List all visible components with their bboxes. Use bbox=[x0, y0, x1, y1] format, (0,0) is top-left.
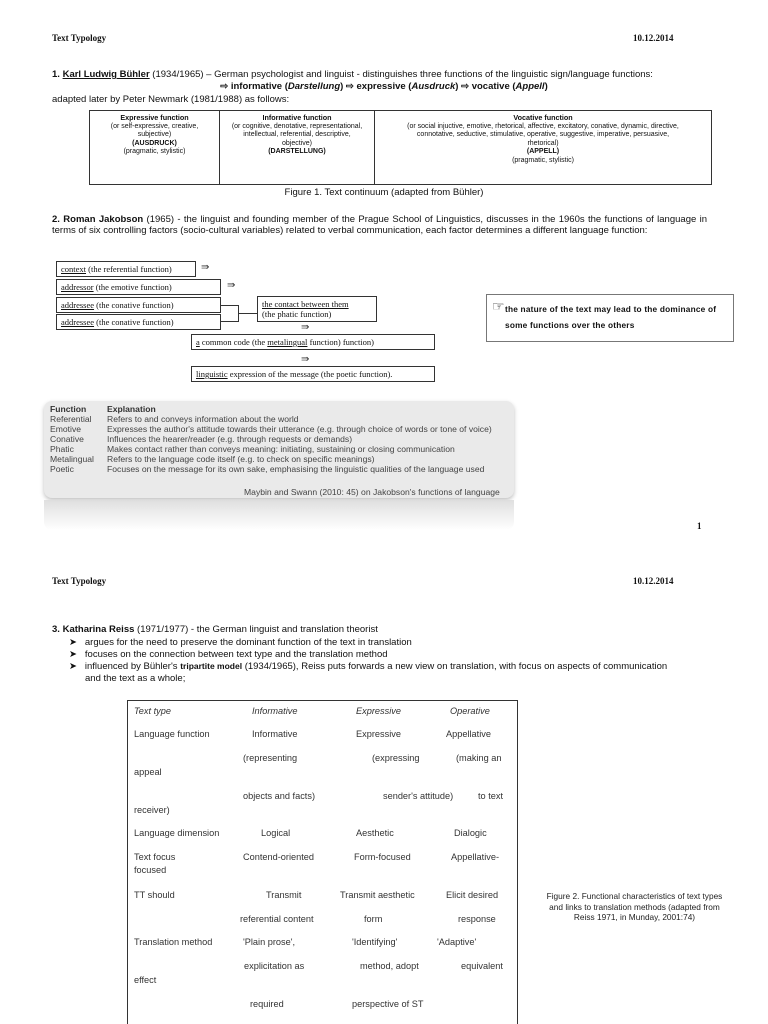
linguistic-box: linguistic expression of the message (the poetic function). bbox=[191, 366, 435, 382]
table-row: Referential Refers to and conveys information about the world bbox=[50, 414, 299, 424]
buhler-functions-line: ⇨ informative (Darstellung) ⇨ expressive (Ausdruck) ⇨ vocative (Appell) bbox=[220, 81, 548, 92]
page-number: 1 bbox=[697, 521, 702, 531]
table-row: Poetic Focuses on the message for its own sake, emphasising the linguistic qualities of the language used bbox=[50, 464, 485, 474]
figure1-caption: Figure 1. Text continuum (adapted from Bühler) bbox=[284, 187, 484, 198]
header-title: Text Typology bbox=[52, 33, 107, 43]
bullet-2: ➤ focuses on the connection between text type and the translation method bbox=[69, 649, 388, 660]
addressee-box-2: addressee (the conative function) bbox=[56, 314, 221, 330]
bullet-3: ➤ influenced by Bühler's tripartite model (1934/1965), Reiss puts forwards a new view on translation, with focus on aspects of communication bbox=[69, 661, 668, 672]
figure2-caption: Figure 2. Functional characteristics of text types and links to translation methods (adapted from Reiss 1971, in Munday, 2001:74) bbox=[546, 891, 723, 922]
jakobson-intro: 2. Roman Jakobson (1965) - the linguist and founding member of the Prague School of Linguistics, discusses in the 1960s the functions of language in terms of six controlling factors (socio-cultural variables) related to verbal communication, each factor determines a different language function: bbox=[52, 214, 708, 236]
informative-column: Informative function (or cognitive, denotative, representational, intellectual, referential, descriptive, objective) (DARSTELLUNG) bbox=[220, 111, 375, 184]
table-row: Phatic Makes contact rather than conveys meaning: initiating, sustaining or closing communication bbox=[50, 444, 455, 454]
reiss-intro: 3. Katharina Reiss (1971/1977) - the German linguist and translation theorist bbox=[52, 624, 378, 635]
table-reference: Maybin and Swann (2010: 45) on Jakobson's functions of language bbox=[244, 487, 500, 497]
reiss-table: Text type Informative Expressive Operative Language function Informative Expressive Appellative (representing (expressing (making an appeal objects and facts) sender's attitude) to text receiver) Language dimension Logical Aesthetic Dialogic Text focus Contend-oriented Form-focused Appellative- focused TT should Transmit Transmit aesthetic Elicit desired referential content form response Translation method 'Plain prose', 'Identifying' 'Adaptive' explicitation as method, adopt equivalent effect required perspective of ST bbox=[127, 700, 518, 1024]
table-row: Conative Influences the hearer/reader (e.g. through requests or demands) bbox=[50, 434, 353, 444]
arrow-icon: ⇛ bbox=[201, 262, 210, 273]
section-number: 1. bbox=[52, 69, 60, 80]
jakobson-functions-table: Function Explanation Referential Refers to and conveys information about the world Emotive Expresses the author's attitude towards their utterance (e.g. through choice of words or tone of voice) Conative Influences the hearer/reader (e.g. through requests or demands) Phatic Makes contact rather than conveys meaning: initiating, sustaining or closing communication Metalingual Refers to the language code itself (e.g. to check on specific meanings) Poetic Focuses on the message for its own sake, emphasising the linguistic qualities of the language used Maybin and Swann (2010: 45) on Jakobson's functions of language bbox=[44, 401, 514, 498]
table-row: Metalingual Refers to the language code itself (e.g. to check on specific meanings) bbox=[50, 454, 375, 464]
bullet-3-cont: and the text as a whole; bbox=[85, 673, 186, 684]
buhler-adapted: adapted later by Peter Newmark (1981/1988) as follows: bbox=[52, 94, 290, 105]
arrow-icon: ⇛ bbox=[301, 322, 310, 333]
hand-pointer-icon: ☞ bbox=[492, 298, 505, 314]
buhler-intro bbox=[52, 69, 732, 80]
vocative-column: Vocative function (or social injuctive, emotive, rhetorical, affective, excitatory, conative, dynamic, directive, connotative, seductive, stimulative, operative, suggestive, imperative, persuasive, rhetorical) (APPELL) (pragmatic, stylistic) bbox=[407, 113, 679, 164]
connector-line bbox=[239, 313, 257, 314]
arrow-icon: ⇛ bbox=[227, 280, 236, 291]
code-box: a common code (the metalingual function) function) bbox=[191, 334, 435, 350]
arrow-icon: ⇛ bbox=[301, 354, 310, 365]
newmark-table bbox=[89, 110, 712, 185]
header-title-2: Text Typology bbox=[52, 576, 107, 586]
intro-text: (1934/1965) – German psychologist and linguist - distinguishes three functions of the linguistic sign/language functions: bbox=[149, 69, 653, 80]
dominance-note: ☞ the nature of the text may lead to the dominance of some functions over the others bbox=[486, 294, 734, 342]
contact-box: the contact between them (the phatic function) bbox=[257, 296, 377, 322]
addressee-box-1: addressee (the conative function) bbox=[56, 297, 221, 313]
table-reflection bbox=[44, 500, 514, 530]
connector-bracket bbox=[221, 305, 239, 322]
context-box: context (the referential function) bbox=[56, 261, 196, 277]
header-date-2: 10.12.2014 bbox=[633, 576, 674, 586]
expressive-column: Expressive function (or self-expressive, creative, subjective) (AUSDRUCK) (pragmatic, stylistic) bbox=[90, 111, 220, 184]
author-name: Karl Ludwig Bühler bbox=[62, 69, 150, 80]
table-row: Emotive Expresses the author's attitude towards their utterance (e.g. through choice of words or tone of voice) bbox=[50, 424, 492, 434]
addressor-box: addressor (the emotive function) bbox=[56, 279, 221, 295]
header-date: 10.12.2014 bbox=[633, 33, 674, 43]
bullet-1: ➤ argues for the need to preserve the dominant function of the text in translation bbox=[69, 637, 412, 648]
